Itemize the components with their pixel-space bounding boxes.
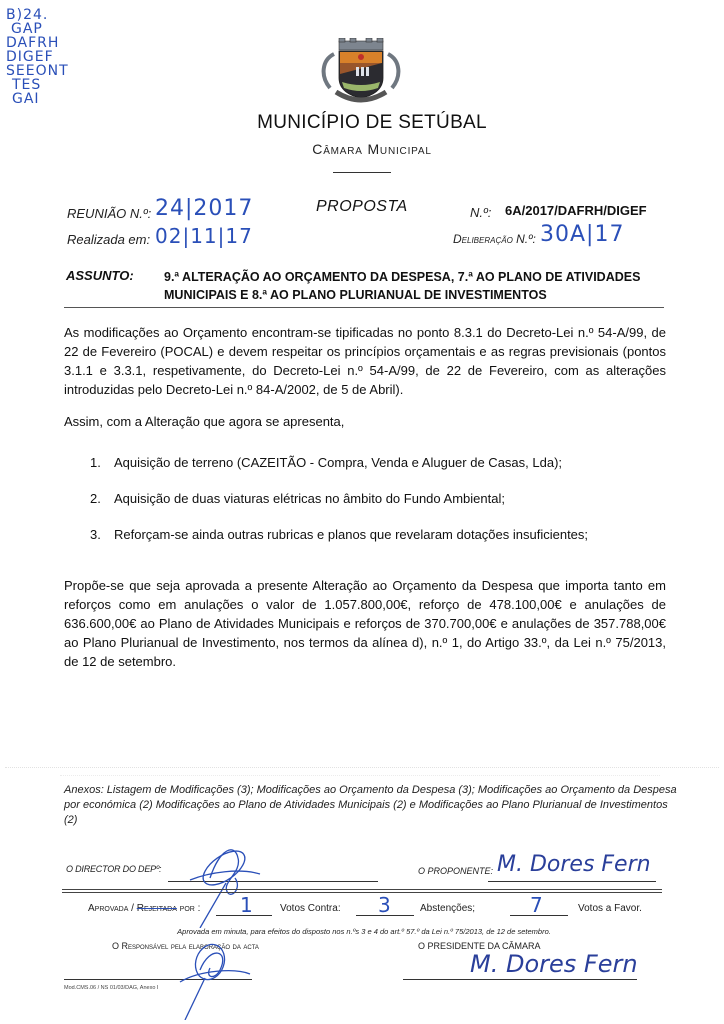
president-label: O PRESIDENTE DA CÂMARA: [418, 941, 541, 951]
minute-approval-note: Aprovada em minuta, para efeitos do disposto nos n.ºs 3 e 4 do art.º 57.º da Lei n.º 75/2013, de 12 de setembro.: [177, 927, 551, 936]
scan-artifact-line: [60, 775, 660, 777]
minutes-responsible-label: O Responsável pela elaboração da acta: [112, 941, 259, 951]
note-line: GAP: [11, 21, 43, 37]
proposal-number-value: 6A/2017/DAFRH/DIGEF: [505, 203, 647, 218]
vote-divider: [62, 892, 662, 893]
meeting-number-label: REUNIÃO N.º:: [67, 206, 152, 221]
note-line: DIGEF: [6, 49, 54, 65]
note-line: GAI: [12, 91, 40, 107]
proponent-label: O PROPONENTE:: [418, 866, 494, 876]
director-label: O DIRECTOR DO DEPº:: [66, 864, 162, 874]
list-item-text: Aquisição de terreno (CAZEITÃO - Compra, Venda e Aluguer de Casas, Lda);: [114, 455, 563, 470]
body-paragraph-proposal: Propõe-se que seja aprovada a presente Alteração ao Orçamento da Despesa que importa tanto em reforços como em anulações o valor de 1.057.800,00€, reforço de 478.100,00€ e anulações de 636.600,00€ ao Plano de Atividades Municipais e reforços de 370.700,00€ e anulações de 357.788,00€ ao Plano Plurianual de Investimento, nos termos da alínea d), n.º 1, do Artigo 33.º, da Lei n.º 75/2013, de 12 de setembro.: [64, 578, 666, 669]
by-label: por :: [176, 903, 201, 914]
rejected-label-struck: Rejeitada: [136, 903, 177, 914]
deliberation-number-value: 30A|17: [540, 222, 625, 247]
note-line: TES: [12, 77, 42, 93]
document-type-title: PROPOSTA: [316, 198, 408, 215]
approved-label: Aprovada: [88, 903, 129, 914]
list-item-text: Reforçam-se ainda outras rubricas e planos que revelaram dotações insuficientes;: [114, 527, 589, 542]
proponent-signature-line: [488, 881, 656, 882]
deliberation-number-label: Deliberação N.º:: [453, 232, 536, 246]
mural-crown: [339, 38, 383, 50]
president-signature: M. Dores Fern: [470, 950, 638, 978]
form-reference: Mod.CMS.06 / NS 01/03/DAG, Anexo I: [64, 985, 159, 991]
vote-divider: [62, 889, 662, 890]
header-divider: [333, 172, 391, 173]
body-paragraph-intro: Assim, com a Alteração que agora se apresenta,: [64, 414, 345, 429]
abstentions-count-value: 3: [378, 893, 392, 917]
subject-divider: [64, 307, 664, 308]
held-on-value: 02|11|17: [155, 224, 253, 248]
list-item-number: 3.: [90, 527, 101, 542]
status-separator: /: [128, 903, 137, 914]
subject-text: 9.ª ALTERAÇÃO AO ORÇAMENTO DA DESPESA, 7.ª AO PLANO DE ATIVIDADES MUNICIPAIS E 8.ª AO PLANO PLURIANUAL DE INVESTIMENTOS: [164, 270, 641, 302]
municipality-name: MUNICÍPIO DE SETÚBAL: [257, 112, 487, 133]
favor-count-value: 7: [530, 893, 544, 917]
list-item-number: 1.: [90, 455, 101, 470]
list-item-number: 2.: [90, 491, 101, 506]
favor-label: Votos a Favor.: [578, 903, 642, 914]
note-line: SEEONT: [6, 63, 69, 79]
subject-label: ASSUNTO:: [66, 268, 134, 283]
held-on-label: Realizada em:: [67, 232, 151, 247]
list-item: [90, 527, 588, 542]
scan-artifact-line: [5, 767, 719, 769]
list-item: [90, 455, 562, 470]
note-line: B)24.: [6, 7, 49, 23]
body-paragraph-legal-basis: As modificações ao Orçamento encontram-se tipificadas no ponto 8.3.1 do Decreto-Lei n.º 54-A/99, de 22 de Fevereiro (POCAL) e devem respeitar os princípios orçamentais e as regras previsionais (pontos 3.1.1 e 3.3.1, respetivamente, do Decreto-Lei n.º 54-A/99, de 22 de Fevereiro, com as alterações introduzidas pelo Decreto-Lei n.º 84-A/2002, de 5 de Abril).: [64, 325, 666, 397]
chamber-name: Câmara Municipal: [312, 141, 432, 157]
list-item: [90, 491, 505, 506]
against-count-value: 1: [240, 893, 254, 917]
annexes-list: Anexos: Listagem de Modificações (3); Modificações ao Orçamento da Despesa (3); Modificações ao Orçamento da Despesa por económica (2) Modificações ao Plano de Atividades Municipais (2) e Modificações ao Plano Plurianual de Investimentos (2): [64, 784, 677, 826]
against-label: Votos Contra:: [280, 903, 341, 914]
list-item-text: Aquisição de duas viaturas elétricas no âmbito do Fundo Ambiental;: [114, 491, 505, 506]
abstentions-label: Abstenções;: [420, 903, 476, 914]
meeting-number-value: 24|2017: [155, 196, 254, 221]
proponent-signature: M. Dores Fern: [497, 852, 651, 877]
responsible-signature-icon: [160, 940, 260, 1020]
handwritten-routing-notes: [6, 8, 86, 106]
coat-of-arms-icon: [312, 38, 410, 106]
approval-status: [88, 903, 200, 914]
president-signature-line: [403, 979, 637, 980]
proposal-number-label: N.º:: [470, 205, 492, 220]
note-line: DAFRH: [6, 35, 60, 51]
